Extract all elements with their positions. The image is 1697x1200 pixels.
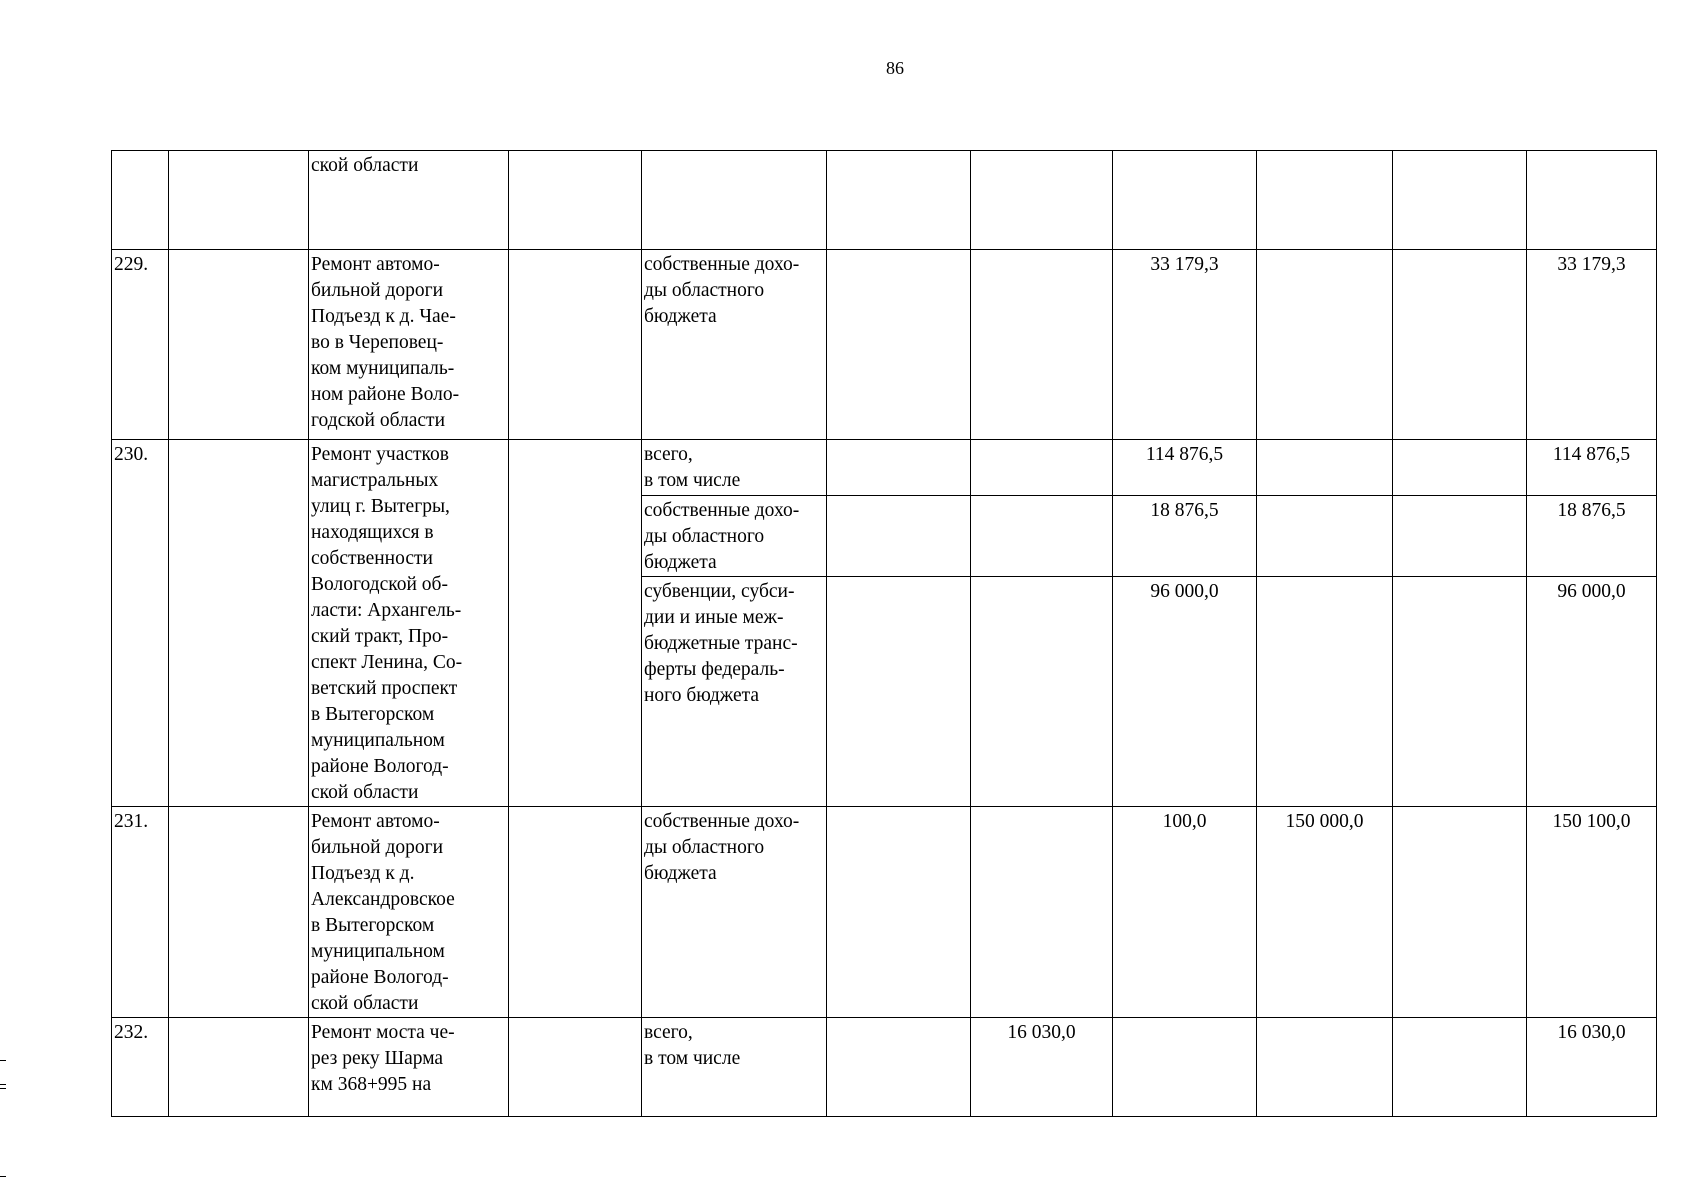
value-cell — [1257, 250, 1393, 440]
row-number: 229. — [112, 250, 169, 440]
value-cell — [1393, 151, 1527, 250]
value-cell — [1393, 807, 1527, 1018]
value-cell — [971, 250, 1113, 440]
value-cell — [971, 440, 1113, 496]
funding-source: собственные дохо- ды областного бюджета — [642, 807, 827, 1018]
value-cell — [1257, 496, 1393, 577]
object-name: ской области — [309, 151, 509, 250]
total-cell: 150 100,0 — [1527, 807, 1657, 1018]
value-cell — [1393, 440, 1527, 496]
value-cell — [971, 496, 1113, 577]
value-cell: 150 000,0 — [1257, 807, 1393, 1018]
empty-cell — [509, 250, 642, 440]
scan-margin-mark — [0, 1060, 6, 1061]
empty-cell — [169, 151, 309, 250]
empty-cell — [509, 1018, 642, 1117]
total-cell — [1527, 151, 1657, 250]
object-name: Ремонт автомо- бильной дороги Подъезд к д. Александровское в Вытегорском муниципальном районе Вологод- ской области — [309, 807, 509, 1018]
value-cell: 16 030,0 — [971, 1018, 1113, 1117]
scan-margin-mark — [0, 1088, 6, 1089]
empty-cell — [169, 250, 309, 440]
value-cell: 96 000,0 — [1113, 577, 1257, 807]
object-name: Ремонт моста че- рез реку Шарма км 368+995 на — [309, 1018, 509, 1117]
table-row — [112, 440, 1657, 496]
empty-cell — [169, 807, 309, 1018]
empty-cell — [827, 440, 971, 496]
row-number: 231. — [112, 807, 169, 1018]
value-cell: 114 876,5 — [1113, 440, 1257, 496]
funding-source: всего, в том числе — [642, 1018, 827, 1117]
funding-source: собственные дохо- ды областного бюджета — [642, 496, 827, 577]
total-cell: 33 179,3 — [1527, 250, 1657, 440]
row-number: 232. — [112, 1018, 169, 1117]
table-row — [112, 1018, 1657, 1117]
funding-source — [642, 151, 827, 250]
object-name: Ремонт автомо- бильной дороги Подъезд к д. Чае- во в Череповец- ком муниципаль- ном районе Воло- годской области — [309, 250, 509, 440]
row-number: 230. — [112, 440, 169, 807]
value-cell: 100,0 — [1113, 807, 1257, 1018]
value-cell: 33 179,3 — [1113, 250, 1257, 440]
table-row — [112, 151, 1657, 250]
value-cell — [1257, 1018, 1393, 1117]
value-cell: 18 876,5 — [1113, 496, 1257, 577]
total-cell: 16 030,0 — [1527, 1018, 1657, 1117]
empty-cell — [509, 440, 642, 807]
empty-cell — [827, 496, 971, 577]
empty-cell — [509, 151, 642, 250]
value-cell — [971, 807, 1113, 1018]
value-cell — [1257, 151, 1393, 250]
value-cell — [1257, 577, 1393, 807]
empty-cell — [827, 1018, 971, 1117]
page-number: 86 — [886, 58, 904, 78]
value-cell — [1393, 250, 1527, 440]
empty-cell — [827, 577, 971, 807]
total-cell: 114 876,5 — [1527, 440, 1657, 496]
funding-source: собственные дохо- ды областного бюджета — [642, 250, 827, 440]
scan-margin-mark — [0, 1084, 6, 1085]
empty-cell — [827, 250, 971, 440]
value-cell — [1393, 496, 1527, 577]
empty-cell — [509, 807, 642, 1018]
object-name: Ремонт участков магистральных улиц г. Вытегры, находящихся в собственности Вологодской об- ласти: Архангель- ский тракт, Про- спект Ленина, Со- ветский проспект в Вытегорском муниципальном районе Вологод- ской области — [309, 440, 509, 807]
budget-table — [111, 150, 1657, 1117]
total-cell: 96 000,0 — [1527, 577, 1657, 807]
empty-cell — [169, 440, 309, 807]
value-cell — [971, 151, 1113, 250]
value-cell — [971, 577, 1113, 807]
row-number — [112, 151, 169, 250]
empty-cell — [827, 807, 971, 1018]
funding-source: всего, в том числе — [642, 440, 827, 496]
empty-cell — [827, 151, 971, 250]
value-cell — [1113, 151, 1257, 250]
value-cell — [1393, 577, 1527, 807]
value-cell — [1393, 1018, 1527, 1117]
funding-source: субвенции, субси- дии и иные меж- бюджетные транс- ферты федераль- ного бюджета — [642, 577, 827, 807]
table-row — [112, 807, 1657, 1018]
table-row — [112, 250, 1657, 440]
total-cell: 18 876,5 — [1527, 496, 1657, 577]
empty-cell — [169, 1018, 309, 1117]
scan-margin-mark — [0, 1176, 6, 1177]
value-cell — [1113, 1018, 1257, 1117]
value-cell — [1257, 440, 1393, 496]
